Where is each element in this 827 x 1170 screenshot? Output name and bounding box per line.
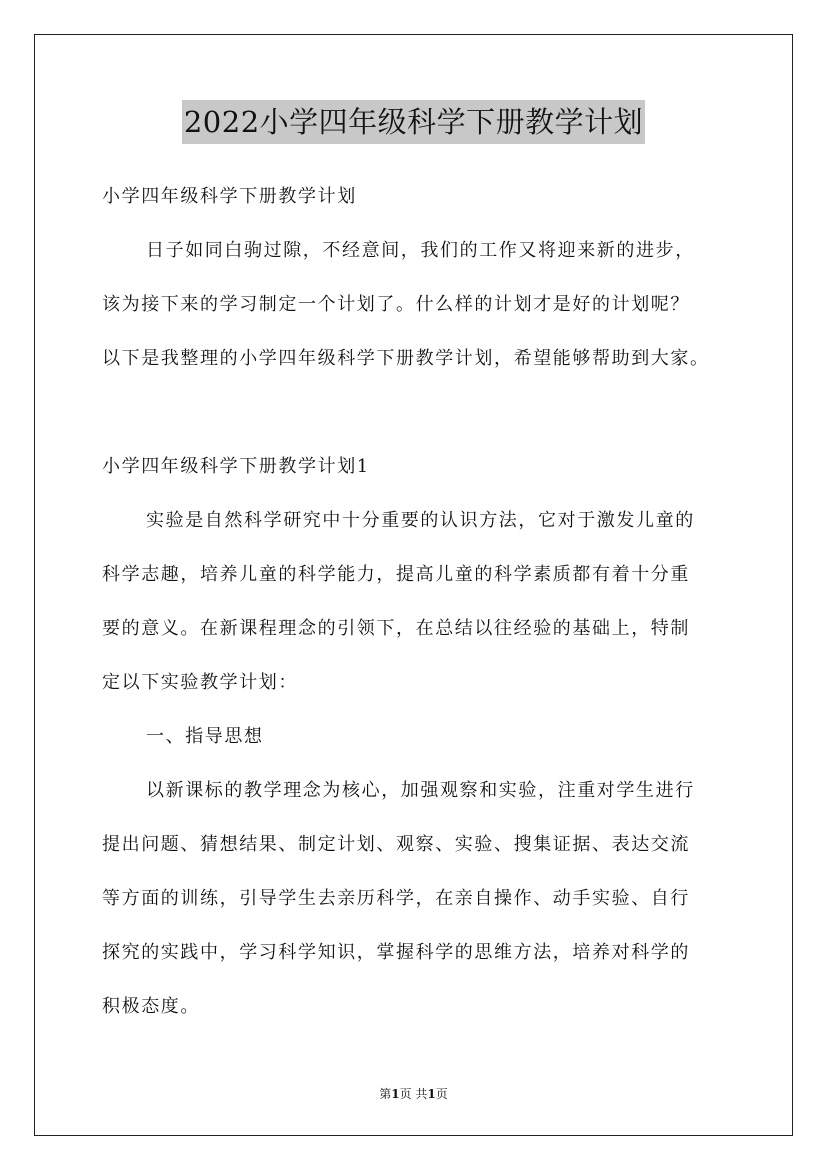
para1-line-1: 实验是自然科学研究中十分重要的认识方法，它对于激发儿童的 bbox=[146, 510, 695, 531]
document-title: 2022小学四年级科学下册教学计划 bbox=[182, 100, 645, 144]
footer-prefix: 第 bbox=[379, 1087, 392, 1101]
para2-line-2: 提出问题、猜想结果、制定计划、观察、实验、搜集证据、表达交流 bbox=[102, 834, 690, 855]
intro-line-1: 日子如同白驹过隙，不经意间，我们的工作又将迎来新的进步， bbox=[146, 240, 695, 261]
para2-line-1: 以新课标的教学理念为核心，加强观察和实验，注重对学生进行 bbox=[146, 780, 695, 801]
section-heading: 小学四年级科学下册教学计划1 bbox=[102, 456, 370, 477]
intro-line-2: 该为接下来的学习制定一个计划了。什么样的计划才是好的计划呢？ bbox=[102, 294, 690, 315]
para1-line-4: 定以下实验教学计划： bbox=[102, 672, 298, 693]
page-footer bbox=[0, 1085, 827, 1102]
footer-page-number: 1 bbox=[391, 1087, 400, 1101]
intro-line-3: 以下是我整理的小学四年级科学下册教学计划，希望能够帮助到大家。 bbox=[102, 348, 710, 369]
para2-line-3: 等方面的训练，引导学生去亲历科学，在亲自操作、动手实验、自行 bbox=[102, 888, 690, 909]
para2-line-5: 积极态度。 bbox=[102, 996, 200, 1017]
para1-line-2: 科学志趣，培养儿童的科学能力，提高儿童的科学素质都有着十分重 bbox=[102, 564, 690, 585]
footer-suffix: 页 bbox=[435, 1087, 448, 1101]
footer-total-pages: 1 bbox=[427, 1087, 436, 1101]
footer-middle: 页 共 bbox=[399, 1087, 428, 1101]
document-title-wrap bbox=[0, 100, 827, 144]
document-subtitle: 小学四年级科学下册教学计划 bbox=[102, 186, 357, 207]
para1-line-3: 要的意义。在新课程理念的引领下，在总结以往经验的基础上，特制 bbox=[102, 618, 690, 639]
para2-line-4: 探究的实践中，学习科学知识，掌握科学的思维方法，培养对科学的 bbox=[102, 942, 690, 963]
heading-guiding-ideology: 一、指导思想 bbox=[146, 726, 264, 747]
